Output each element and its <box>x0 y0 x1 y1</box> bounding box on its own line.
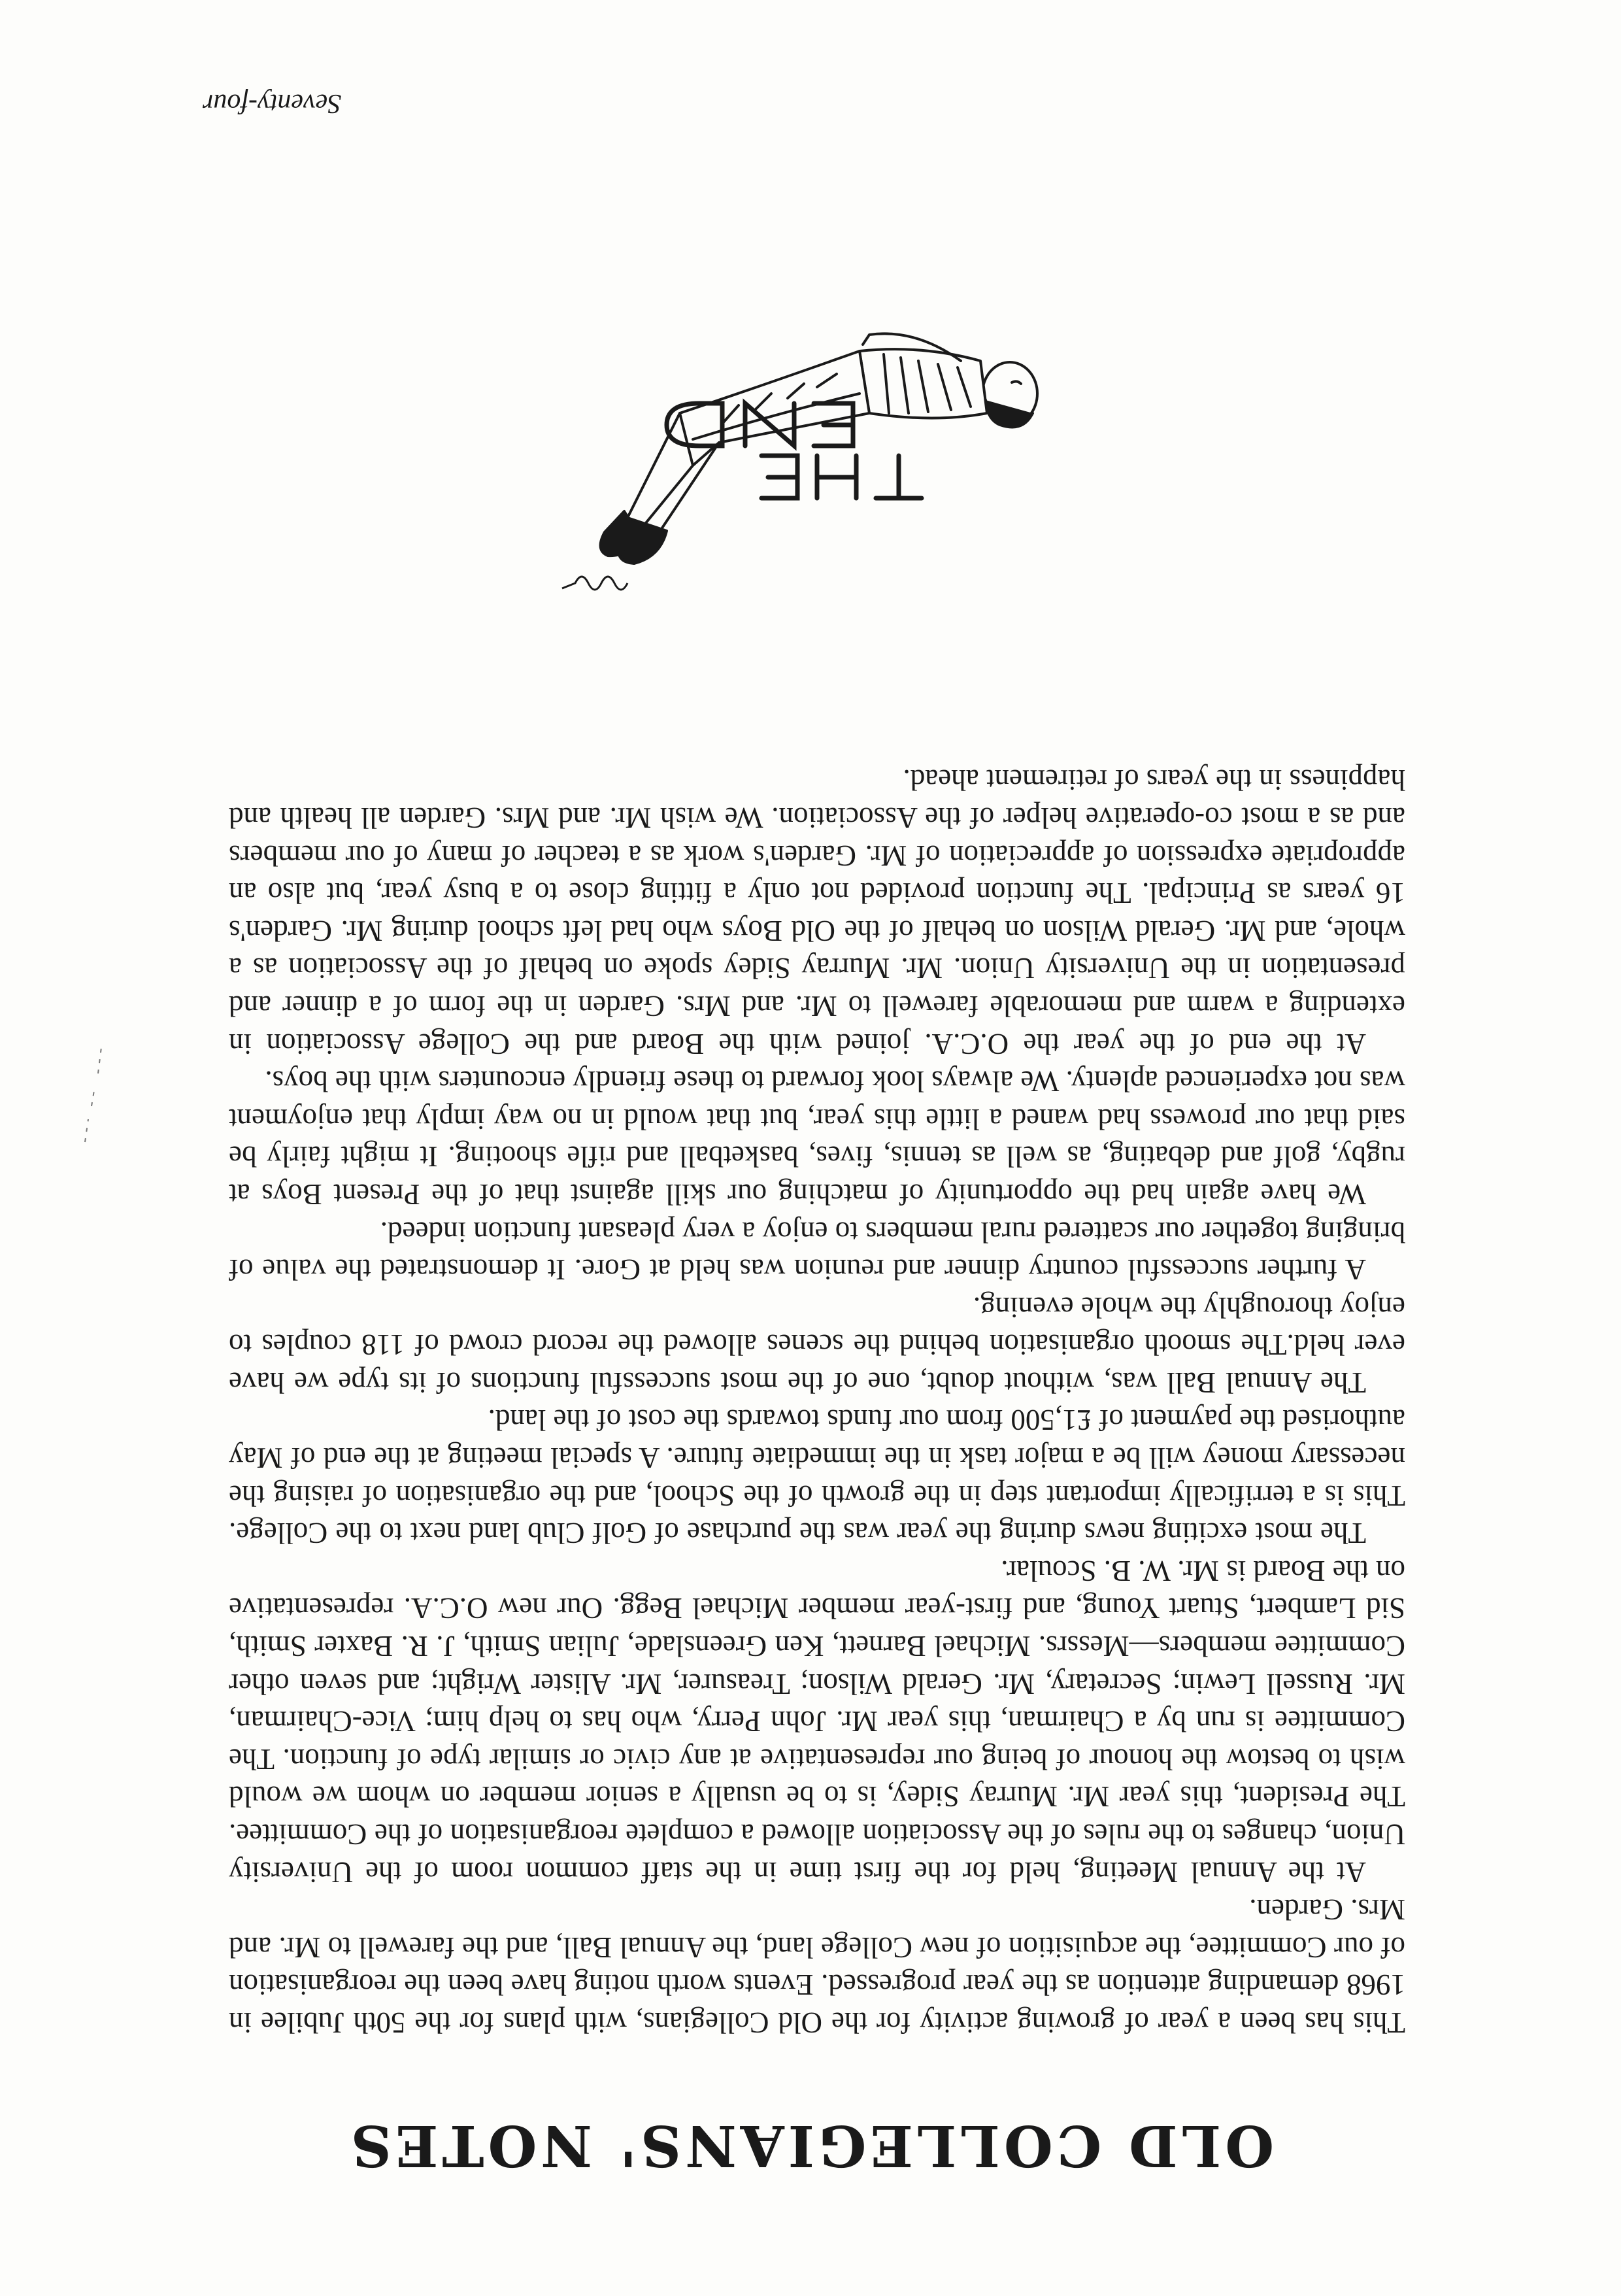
paragraph: At the end of the year the O.C.A. joined with the Board and the College Association in extending a warm and memorable farewell to Mr. and Mrs. Garden in the form of a dinner and presentation in the University Union. Mr. Murray Sidey spoke on behalf of the Association as a whole, and Mr. Gerald Wilson on behalf of the Old Boys who had left school during Mr. Garden's 16 years as Principal. The function provided not only a fitting close to a busy year, but also an appropriate expression of appreciation of Mr. Garden's work as a teacher of many of our members and as a most co-operative helper of the Association. We wish Mr. and Mrs. Garden all health and happiness in the years of retirement ahead. <box>229 764 1405 1060</box>
paragraph: We have again had the opportunity of matching our skill against that of the Present Boys at rugby, golf and debating, as well as tennis, fives, basketball and rifle shooting. It might fairly be said that our prowess had waned a little this year, but that would in no way imply that enjoyment was not experienced aplenty. We always look forward to these friendly encounters with the boys. <box>229 1065 1405 1211</box>
article-body <box>229 761 1405 2041</box>
signature-mark <box>562 577 627 590</box>
paragraph: This has been a year of growing activity for the Old Collegians, with plans for the 50th Jubilee in 1968 demanding attention as the year progressed. Events worth noting have been the reorganisation of our Committee, the acquisition of new College land, the Annual Ball, and the farewell to Mr. and Mrs. Garden. <box>229 1893 1405 2039</box>
page-title: OLD COLLEGIANS' NOTES <box>346 2112 1275 2178</box>
word-the-lettering <box>761 456 922 498</box>
paragraph: A further successful country dinner and reunion was held at Gore. It demonstrated the value of bringing together our scattered rural members to enjoy a very pleasant function indeed. <box>229 1215 1405 1287</box>
page-number: Seventy-four <box>203 88 342 118</box>
paragraph: The Annual Ball was, without doubt, one of the most successful functions of its type we have ever held.The smooth organisation behind the scenes allowed the record crowd of 118 couples to enjoy thoroughly the whole evening. <box>229 1291 1405 1399</box>
the-end-illustration <box>523 204 1085 609</box>
paragraph: The most exciting news during the year was the purchase of Golf Club land next to the College. This is a terrifically important step in the growth of the School, and the organisation of raising the necessary money will be a major task in the immediate future. A special meeting at the end of May authorised the payment of £1,500 from our funds towards the cost of the land. <box>229 1404 1405 1550</box>
reclining-man-figure <box>601 333 1037 564</box>
margin-pencil-mark <box>72 1041 118 1145</box>
paragraph: At the Annual Meeting, held for the first time in the staff common room of the University Union, changes to the rules of the Association allowed a complete reorganisation of the Committee. The President, this year Mr. Murray Sidey, is to be usually a senior member on whom we would wish to bestow the honour of being our representative at any civic or similar type of function. The Committee is run by a Chairman, this year Mr. John Perry, who has to help him; Vice-Chairman, Mr. Russell Lewin; Secretary, Mr. Gerald Wilson; Treasurer, Mr. Alister Wright; and seven other Committee members—Messrs. Michael Barnett, Ken Greenslade, Julian Smith, J. R. Baxter Smith, Sid Lambert, Stuart Young, and first-year member Michael Begg. Our new O.C.A. representative on the Board is Mr. W. B. Scoular. <box>229 1554 1405 1889</box>
